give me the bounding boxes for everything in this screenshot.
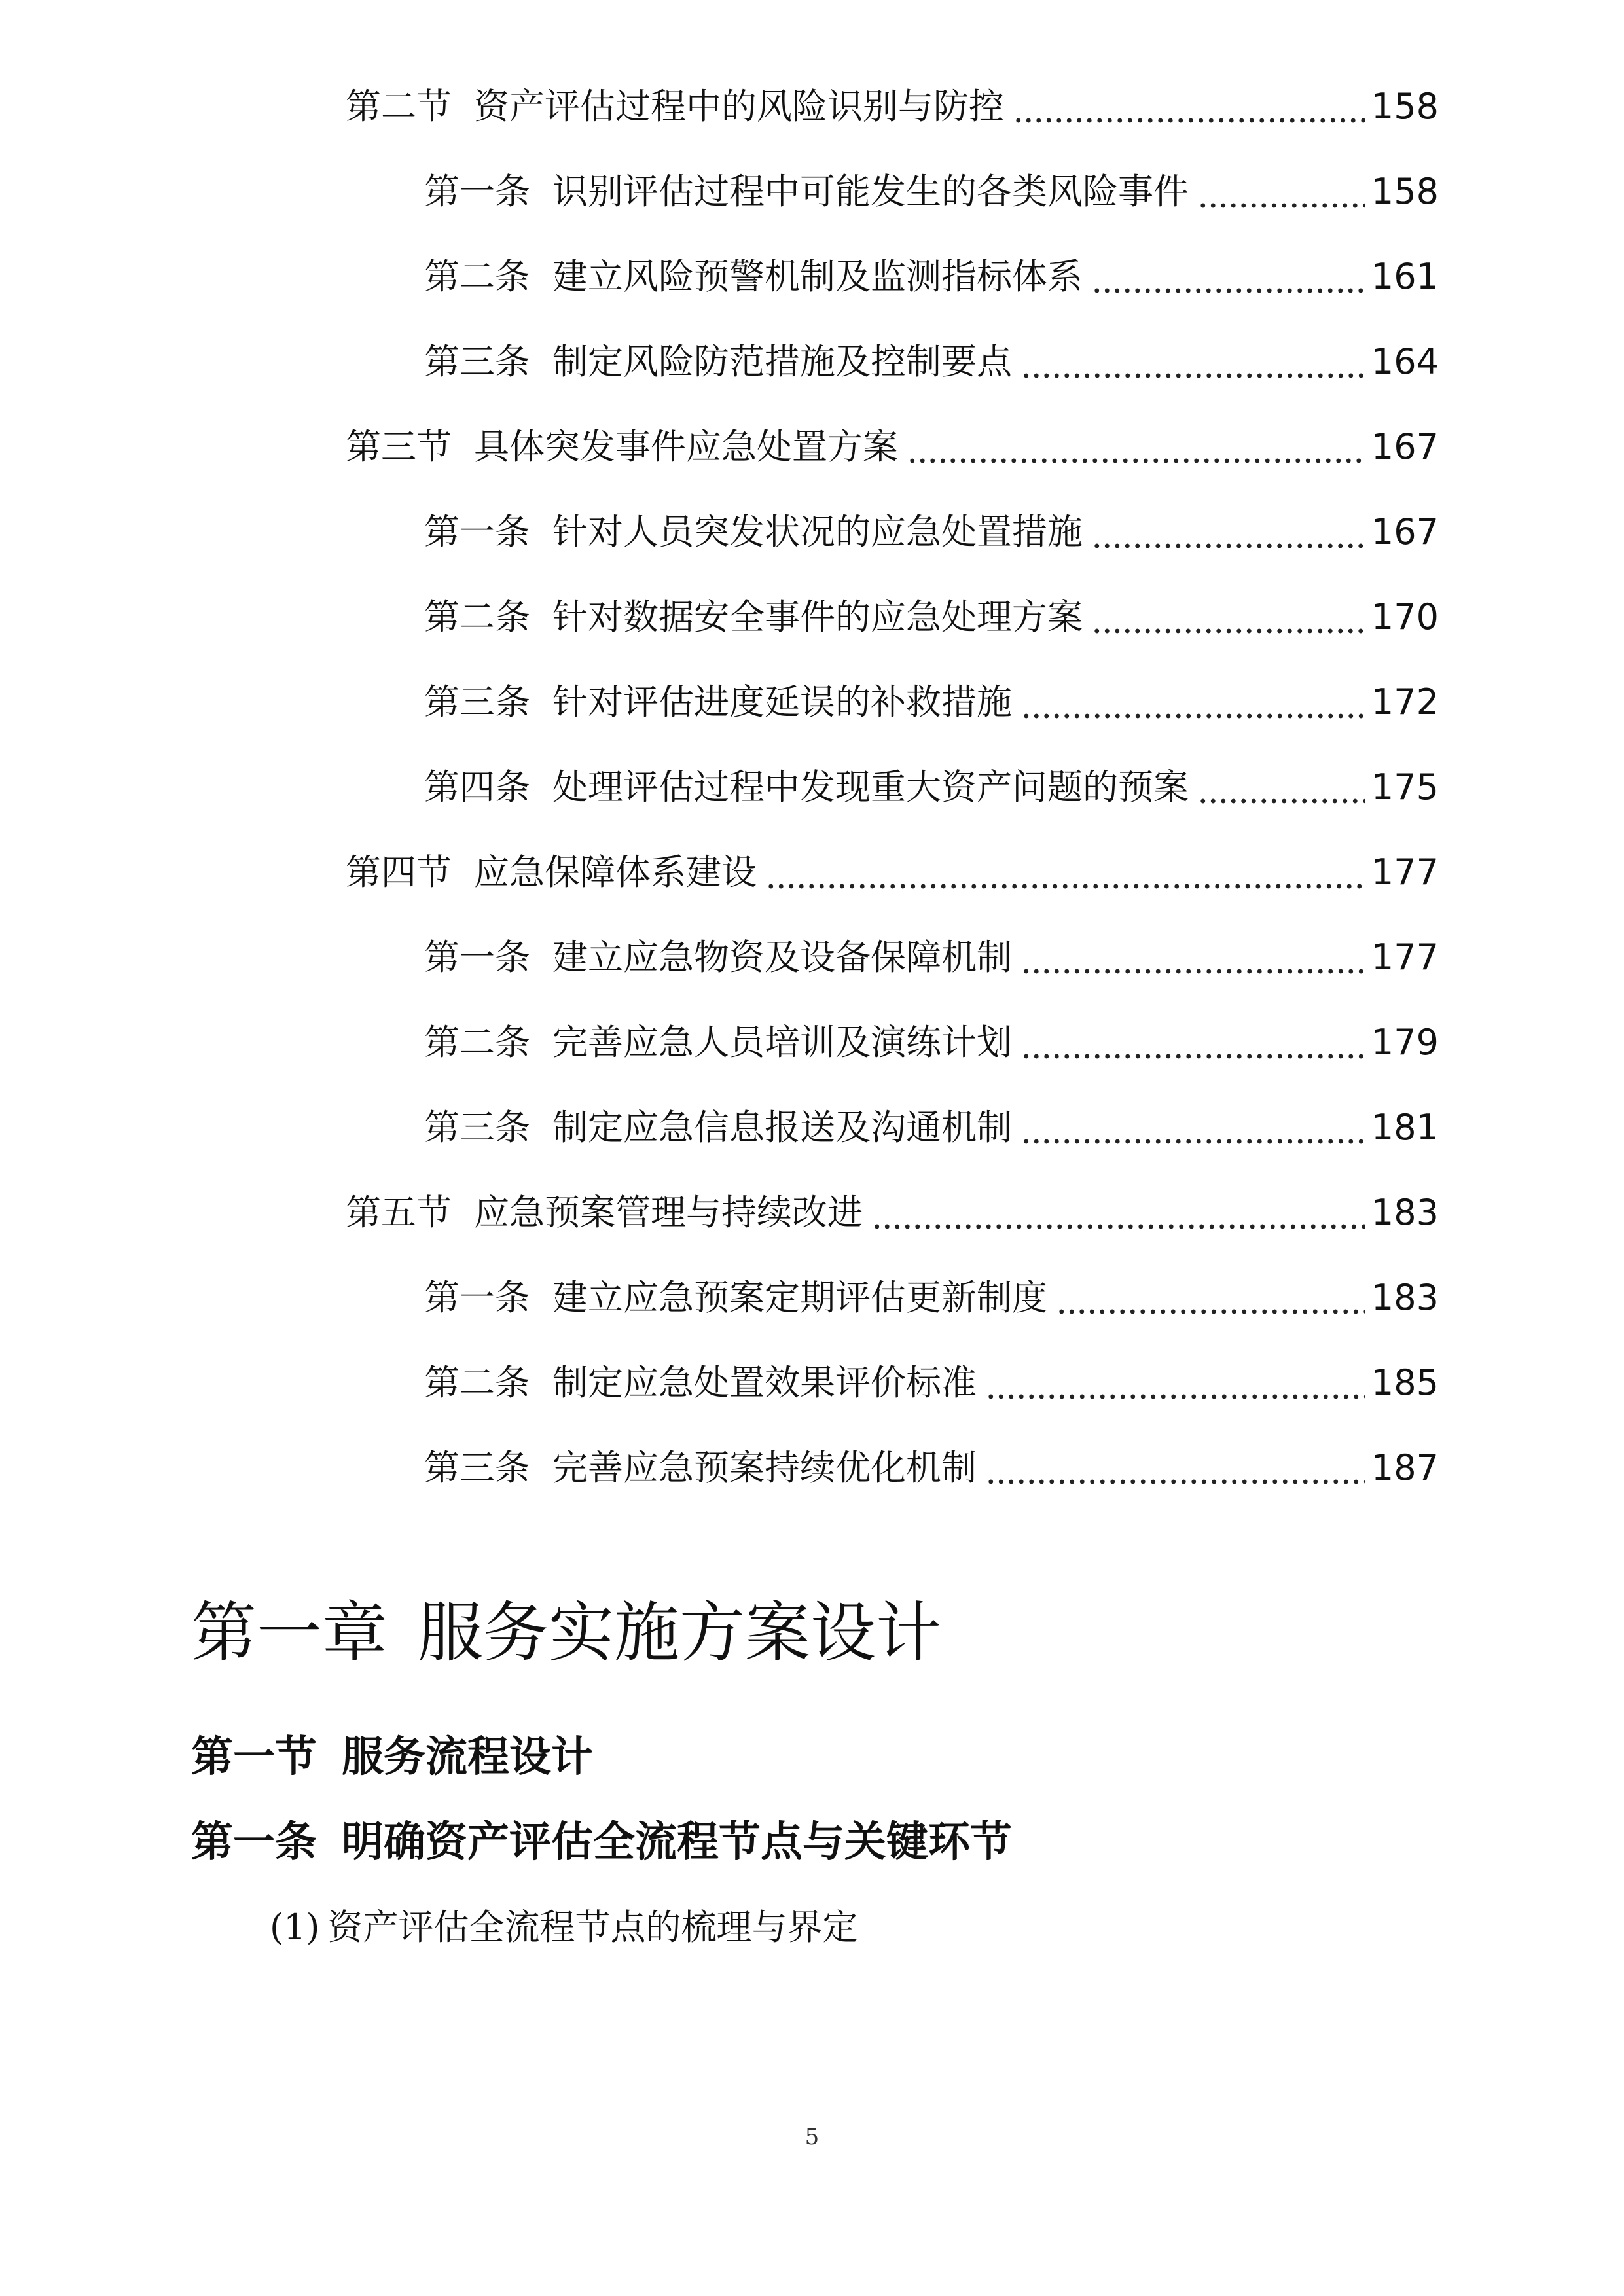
toc-entry-title: 处理评估过程中发现重大资产问题的预案 [552,766,1189,808]
toc-entry-page: 170 [1371,596,1439,637]
toc-entry[interactable] [424,1014,1439,1071]
toc-entry[interactable] [424,1270,1439,1326]
article-number: 第一条 [191,1818,317,1867]
page-number: 5 [804,2124,820,2150]
toc-entry-title: 建立风险预警机制及监测指标体系 [552,256,1083,297]
toc-dot-leader [766,844,1365,901]
toc-entry-number: 第二条 [424,1362,530,1403]
toc-dot-leader [1021,1100,1365,1156]
toc-dot-leader [1021,674,1365,730]
toc-entry-title: 制定应急信息报送及沟通机制 [552,1107,1012,1148]
toc-dot-leader [1198,759,1365,816]
toc-entry-number: 第五节 [346,1192,452,1233]
toc-entry-page: 183 [1371,1192,1439,1233]
toc-entry-number: 第四条 [424,766,530,808]
toc-dot-leader [1013,79,1365,135]
toc-entry[interactable] [346,79,1439,135]
article-title: 明确资产评估全流程节点与关键环节 [342,1818,1012,1867]
toc-entry-number: 第三条 [424,341,530,382]
toc-entry-title: 识别评估过程中可能发生的各类风险事件 [552,171,1189,212]
toc-entry[interactable] [346,419,1439,475]
toc-entry-page: 177 [1371,937,1439,978]
toc-dot-leader [1092,504,1365,560]
toc-entry-number: 第二条 [424,256,530,297]
toc-entry-title: 制定应急处置效果评价标准 [552,1362,977,1403]
toc-entry-title: 制定风险防范措施及控制要点 [552,341,1012,382]
toc-entry-page: 167 [1371,511,1439,552]
subsection-number: (1) [270,1907,320,1948]
toc-entry[interactable] [424,759,1439,816]
toc-entry-title: 资产评估过程中的风险识别与防控 [474,86,1004,127]
toc-entry-page: 187 [1371,1447,1439,1488]
toc-entry[interactable] [424,164,1439,220]
toc-entry-number: 第一条 [424,511,530,552]
section-number: 第一节 [191,1732,317,1782]
toc-entry-page: 185 [1371,1362,1439,1403]
toc-entry-title: 建立应急物资及设备保障机制 [552,937,1012,978]
toc-entry[interactable] [424,504,1439,560]
toc-entry-number: 第一条 [424,937,530,978]
toc-dot-leader [872,1185,1365,1241]
toc-entry[interactable] [424,674,1439,730]
toc-dot-leader [907,419,1365,475]
toc-dot-leader [1092,589,1365,645]
toc-entry-page: 181 [1371,1107,1439,1148]
toc-entry[interactable] [346,1185,1439,1241]
toc-entry[interactable] [424,334,1439,390]
toc-entry-number: 第三节 [346,426,452,467]
toc-entry-title: 针对数据安全事件的应急处理方案 [552,596,1083,637]
toc-entry-page: 177 [1371,852,1439,893]
toc-entry-number: 第一条 [424,1277,530,1318]
toc-entry-page: 179 [1371,1022,1439,1063]
toc-dot-leader [1021,1014,1365,1071]
toc-entry-page: 158 [1371,86,1439,127]
toc-dot-leader [1056,1270,1365,1326]
toc-entry-number: 第二条 [424,596,530,637]
toc-entry-number: 第三条 [424,681,530,723]
toc-dot-leader [1198,164,1365,220]
toc-entry-number: 第三条 [424,1447,530,1488]
toc-entry[interactable] [424,1100,1439,1156]
toc-entry[interactable] [424,249,1439,305]
toc-entry[interactable] [424,929,1439,986]
toc-entry-title: 完善应急预案持续优化机制 [552,1447,977,1488]
toc-entry-page: 183 [1371,1277,1439,1318]
toc-entry-title: 具体突发事件应急处置方案 [474,426,898,467]
article-heading [191,1813,1012,1872]
toc-entry-page: 164 [1371,341,1439,382]
toc-entry-title: 针对人员突发状况的应急处置措施 [552,511,1083,552]
chapter-number: 第一章 [191,1594,388,1671]
subsection-heading [270,1901,858,1954]
section-title: 服务流程设计 [342,1732,593,1782]
toc-entry-number: 第三条 [424,1107,530,1148]
toc-entry[interactable] [424,589,1439,645]
chapter-title: 服务实施方案设计 [418,1594,941,1671]
toc-entry-title: 应急预案管理与持续改进 [474,1192,863,1233]
toc-dot-leader [1021,334,1365,390]
section-heading [191,1728,593,1787]
toc-dot-leader [1092,249,1365,305]
toc-dot-leader [1021,929,1365,986]
toc-entry-page: 158 [1371,171,1439,212]
toc-entry[interactable] [346,844,1439,901]
toc-entry-title: 针对评估进度延误的补救措施 [552,681,1012,723]
toc-entry-title: 应急保障体系建设 [474,852,757,893]
toc-entry-title: 完善应急人员培训及演练计划 [552,1022,1012,1063]
toc-entry-number: 第一条 [424,171,530,212]
toc-entry-number: 第二条 [424,1022,530,1063]
toc-entry[interactable] [424,1440,1439,1496]
toc-entry-page: 161 [1371,256,1439,297]
toc-entry-number: 第四节 [346,852,452,893]
subsection-title: 资产评估全流程节点的梳理与界定 [327,1907,858,1948]
toc-dot-leader [986,1355,1365,1411]
toc-entry-page: 175 [1371,766,1439,808]
chapter-heading [191,1590,941,1676]
toc-dot-leader [986,1440,1365,1496]
toc-entry[interactable] [424,1355,1439,1411]
toc-entry-title: 建立应急预案定期评估更新制度 [552,1277,1047,1318]
toc-entry-number: 第二节 [346,86,452,127]
toc-entry-page: 167 [1371,426,1439,467]
toc-entry-page: 172 [1371,681,1439,723]
